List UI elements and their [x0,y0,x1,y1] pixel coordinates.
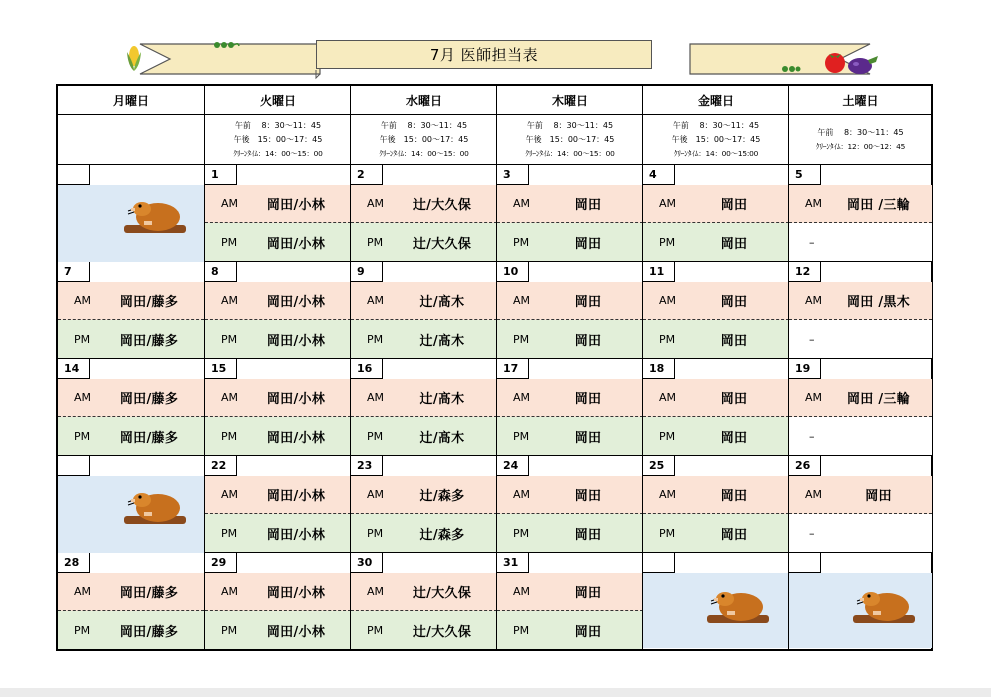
mole-illustration [847,583,919,627]
date-number: 16 [351,359,383,379]
date-number: 22 [205,456,237,476]
day-cell [643,553,789,648]
pm-label: PM [513,623,530,637]
am-label: AM [805,294,823,307]
am-slot [58,573,204,611]
date-number: 14 [58,359,90,379]
day-cell [58,165,204,262]
date-number: 3 [497,165,529,185]
pm-label: PM [367,332,384,346]
date-number: 24 [497,456,529,476]
day-cell [789,456,932,553]
pm-label: PM [74,429,91,443]
date-box-empty [58,456,90,476]
mole-illustration [701,583,773,627]
day-column [496,86,643,649]
am-slot [351,282,497,320]
am-slot [351,379,497,417]
day-cell [205,359,351,456]
pm-slot [497,320,643,358]
am-doctors: 辻/森多 [419,489,465,504]
pm-doctors: 岡田/藤多 [119,333,179,349]
am-label: AM [513,585,531,598]
am-slot [643,185,789,223]
pm-label: PM [513,332,530,346]
day-header: 土曜日 [789,86,932,115]
am-slot [643,379,789,417]
date-number: 1 [205,165,237,185]
date-number: 12 [789,262,821,282]
day-column [788,86,932,649]
day-column [642,86,789,649]
day-cell [643,359,789,456]
pm-doctors: 岡田/藤多 [119,430,179,446]
eggplant-icon [846,52,882,76]
am-slot [497,379,643,417]
clinic-hours-blank [58,115,204,165]
am-slot [497,573,643,611]
am-slot [789,185,932,223]
pea-sprig-icon [212,40,240,50]
pm-slot [58,611,204,649]
pm-label: PM [659,429,676,443]
am-doctors: 辻/髙木 [419,295,465,310]
hours-line: 午後 15：00〜17：45 [525,134,615,144]
am-doctors: 岡田 [574,392,602,407]
pm-slot [789,320,932,358]
hours-line: 午前 8：30〜11：45 [817,127,904,137]
am-slot [205,282,351,320]
date-number: 15 [205,359,237,379]
am-doctors: 岡田 [720,489,748,504]
date-number: 28 [58,553,90,573]
am-label: AM [805,391,823,404]
am-slot [789,282,932,320]
day-cell [58,553,204,648]
pm-label: PM [74,623,91,637]
am-label: AM [659,488,677,501]
am-slot [497,185,643,223]
pm-slot [351,611,497,649]
pm-doctors: 岡田/小林 [266,624,326,640]
am-doctors: 岡田/藤多 [119,586,179,601]
am-label: AM [659,197,677,210]
am-doctors: 岡田 [720,392,748,407]
am-label: AM [367,294,385,307]
closed-mark: – [809,332,815,346]
am-label: AM [367,197,385,210]
pm-doctors: 辻/大久保 [412,624,472,640]
am-label: AM [513,488,531,501]
day-cell [497,165,643,262]
am-slot [351,185,497,223]
am-slot [789,379,932,417]
am-doctors: 岡田 [865,489,892,504]
day-cell [643,165,789,262]
date-number: 30 [351,553,383,573]
day-header: 火曜日 [205,86,351,115]
am-doctors: 岡田/小林 [266,392,326,407]
pm-slot [205,320,351,358]
pm-label: PM [513,429,530,443]
pm-slot [205,611,351,649]
pm-slot [58,417,204,455]
am-slot [643,476,789,514]
hours-line: 午前 8：30〜11：45 [672,120,760,130]
am-slot [58,282,204,320]
pm-doctors: 岡田 [574,430,602,446]
hours-line: 午後 15：00〜17：45 [233,134,323,144]
pm-doctors: 辻/髙木 [419,333,465,349]
day-cell [497,456,643,553]
day-column [350,86,497,649]
am-slot [58,379,204,417]
day-cell [643,456,789,553]
date-number: 31 [497,553,529,573]
day-cell [789,553,932,648]
corn-icon [124,44,144,72]
day-cell [58,456,204,553]
day-cell [497,359,643,456]
am-doctors: 岡田/小林 [266,586,326,601]
mole-illustration [118,484,190,528]
am-label: AM [221,391,239,404]
am-doctors: 岡田/藤多 [119,392,179,407]
am-label: AM [221,294,239,307]
date-number: 25 [643,456,675,476]
hours-line: ｸﾘｰﾝﾀｲﾑ：14：00〜15：00 [379,148,469,158]
day-cell [351,359,497,456]
am-doctors: 岡田/小林 [266,198,326,213]
pm-doctors: 岡田/小林 [266,430,326,446]
pm-doctors: 岡田/小林 [266,527,326,543]
hours-line: 午前 8：30〜11：45 [380,120,468,130]
am-slot [205,185,351,223]
date-number: 4 [643,165,675,185]
am-label: AM [221,197,239,210]
pm-label: PM [513,235,530,249]
date-number: 8 [205,262,237,282]
day-cell [58,359,204,456]
pm-slot [351,223,497,261]
date-box-empty [58,165,90,185]
am-slot [205,476,351,514]
pm-label: PM [367,526,384,540]
clinic-hours [497,115,643,165]
pm-slot [351,514,497,552]
day-cell [351,456,497,553]
pm-doctors: 岡田 [574,333,602,349]
day-cell [497,262,643,359]
am-slot [497,282,643,320]
page-title: 7月 医師担当表 [316,40,652,69]
day-header: 木曜日 [497,86,643,115]
pm-doctors: 岡田/藤多 [119,624,179,640]
am-slot [497,476,643,514]
pm-slot [789,223,932,261]
am-label: AM [74,391,92,404]
pm-slot [497,417,643,455]
hours-line: ｸﾘｰﾝﾀｲﾑ：14：00〜15：00 [233,148,323,158]
hours-line: ｸﾘｰﾝﾀｲﾑ：14：00〜15：00 [525,148,615,158]
am-label: AM [221,585,239,598]
am-doctors: 岡田 /三輪 [846,198,911,213]
page-bottom-band [0,688,991,697]
day-cell [789,262,932,359]
am-doctors: 岡田/藤多 [119,295,179,310]
am-doctors: 岡田/小林 [266,489,326,504]
date-box-empty [789,553,821,573]
am-label: AM [513,294,531,307]
pm-slot [789,514,932,552]
day-column [204,86,351,649]
day-header: 水曜日 [351,86,497,115]
pm-label: PM [659,526,676,540]
pm-slot [643,320,789,358]
pm-doctors: 岡田 [574,527,602,543]
pm-doctors: 岡田 [720,236,748,252]
day-cell [351,553,497,648]
pm-slot [351,417,497,455]
pm-slot [351,320,497,358]
am-label: AM [74,294,92,307]
am-label: AM [659,391,677,404]
pm-slot [205,223,351,261]
closed-mark: – [809,235,815,249]
pm-slot [497,514,643,552]
clinic-hours [789,115,932,165]
pm-doctors: 辻/森多 [419,527,465,543]
schedule-table [56,84,933,651]
am-slot [351,573,497,611]
pm-slot [497,611,643,649]
hours-line: 午後 15：00〜17：45 [671,134,761,144]
day-cell [351,165,497,262]
date-number: 19 [789,359,821,379]
mole-illustration [118,193,190,237]
am-label: AM [367,585,385,598]
pm-doctors: 岡田/小林 [266,333,326,349]
am-doctors: 岡田 [720,295,748,310]
pm-label: PM [74,332,91,346]
day-header: 金曜日 [643,86,789,115]
day-column [58,86,204,649]
pm-slot [205,514,351,552]
clinic-hours [205,115,351,165]
am-label: AM [513,391,531,404]
am-label: AM [805,488,823,501]
day-cell [789,165,932,262]
pm-label: PM [367,235,384,249]
am-label: AM [221,488,239,501]
hours-line: 午後 15：00〜17：45 [379,134,469,144]
date-number: 9 [351,262,383,282]
am-label: AM [513,197,531,210]
date-number: 2 [351,165,383,185]
pm-label: PM [367,623,384,637]
day-cell [205,262,351,359]
date-number: 5 [789,165,821,185]
am-doctors: 岡田/小林 [266,295,326,310]
am-label: AM [74,585,92,598]
day-cell [351,262,497,359]
hours-line: 午前 8：30〜11：45 [526,120,614,130]
tomato-icon [822,48,848,74]
date-number: 7 [58,262,90,282]
pm-slot [643,223,789,261]
pm-doctors: 辻/髙木 [419,430,465,446]
day-header: 月曜日 [58,86,204,115]
pm-slot [643,514,789,552]
am-doctors: 岡田 [574,586,602,601]
am-slot [205,573,351,611]
day-cell [205,165,351,262]
pm-label: PM [221,235,238,249]
pm-doctors: 岡田 [720,430,748,446]
am-doctors: 辻/大久保 [412,586,472,601]
am-slot [789,476,932,514]
pm-doctors: 岡田/小林 [266,236,326,252]
am-slot [643,282,789,320]
am-label: AM [367,391,385,404]
pm-label: PM [221,526,238,540]
pm-label: PM [659,332,676,346]
pm-label: PM [513,526,530,540]
clinic-hours [351,115,497,165]
day-cell [58,262,204,359]
pm-doctors: 岡田 [720,527,748,543]
hours-line: ｸﾘｰﾝﾀｲﾑ：14：00〜15:00 [673,148,759,158]
hours-line: ｸﾘｰﾝﾀｲﾑ：12：00〜12：45 [815,141,906,151]
am-slot [351,476,497,514]
date-number: 18 [643,359,675,379]
am-doctors: 岡田 [574,489,602,504]
closed-mark: – [809,429,815,443]
pm-slot [205,417,351,455]
am-doctors: 岡田 [720,198,748,213]
pea-sprig-icon [780,64,802,74]
day-cell [205,553,351,648]
date-number: 10 [497,262,529,282]
clinic-hours [643,115,789,165]
day-cell [497,553,643,648]
pm-slot [58,320,204,358]
pm-slot [497,223,643,261]
am-doctors: 辻/大久保 [412,198,472,213]
date-number: 29 [205,553,237,573]
date-number: 11 [643,262,675,282]
pm-slot [643,417,789,455]
date-number: 23 [351,456,383,476]
day-cell [643,262,789,359]
pm-doctors: 岡田 [720,333,748,349]
pm-doctors: 辻/大久保 [412,236,472,252]
pm-doctors: 岡田 [574,236,602,252]
am-label: AM [805,197,823,210]
pm-label: PM [221,429,238,443]
date-box-empty [643,553,675,573]
am-doctors: 岡田 [574,295,602,310]
am-doctors: 岡田 /三輪 [846,392,911,407]
pm-slot [789,417,932,455]
am-doctors: 岡田 /黒木 [846,295,911,310]
closed-mark: – [809,526,815,540]
am-doctors: 岡田 [574,198,602,213]
am-slot [205,379,351,417]
pm-doctors: 岡田 [574,624,602,640]
day-cell [205,456,351,553]
pm-label: PM [367,429,384,443]
date-number: 26 [789,456,821,476]
day-cell [789,359,932,456]
pm-label: PM [221,623,238,637]
pm-label: PM [221,332,238,346]
am-label: AM [659,294,677,307]
pm-label: PM [659,235,676,249]
hours-line: 午前 8：30〜11：45 [234,120,322,130]
am-label: AM [367,488,385,501]
am-doctors: 辻/髙木 [419,392,465,407]
date-number: 17 [497,359,529,379]
